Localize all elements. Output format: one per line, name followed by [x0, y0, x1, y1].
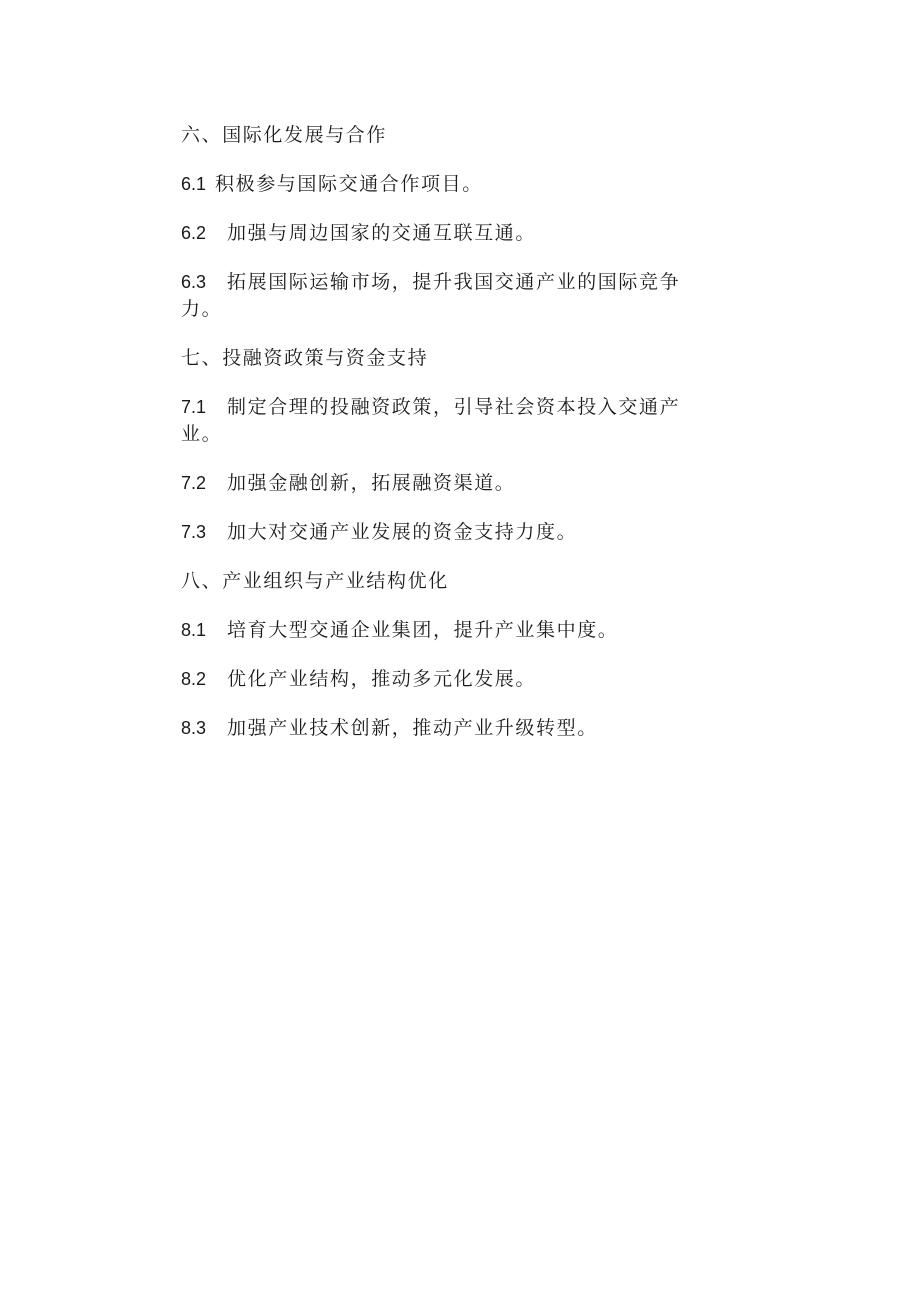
item-text: 加强与周边国家的交通互联互通。: [227, 222, 537, 244]
list-item-6-1: [181, 171, 721, 198]
list-item-8-2: [181, 666, 721, 693]
item-text: 加强产业技术创新，推动产业升级转型。: [227, 717, 598, 739]
item-number: 8.1: [181, 620, 207, 640]
item-number: 7.2: [181, 473, 207, 493]
list-item-6-2: [181, 220, 721, 247]
item-number: 8.2: [181, 669, 207, 689]
item-text: 培育大型交通企业集团，提升产业集中度。: [227, 619, 619, 641]
item-text: 制定合理的投融资政策，引导社会资本投入交通产业。: [181, 396, 681, 445]
item-number: 7.1: [181, 397, 207, 417]
section-heading-8: 八、产业组织与产业结构优化: [181, 570, 449, 592]
list-item-7-2: [181, 470, 721, 497]
item-number: 6.1: [181, 174, 207, 194]
item-number: 8.3: [181, 718, 207, 738]
list-item-8-3: [181, 715, 721, 742]
item-number: 6.3: [181, 272, 207, 292]
section-heading-7: 七、投融资政策与资金支持: [181, 347, 429, 369]
section-heading-6: 六、国际化发展与合作: [181, 124, 388, 146]
item-text: 加强金融创新，拓展融资渠道。: [227, 472, 516, 494]
list-item-7-3: [181, 519, 721, 546]
item-text: 加大对交通产业发展的资金支持力度。: [227, 521, 578, 543]
item-text: 积极参与国际交通合作项目。: [215, 173, 483, 195]
document-body: [181, 122, 721, 764]
item-number: 6.2: [181, 223, 207, 243]
item-text: 优化产业结构，推动多元化发展。: [227, 668, 537, 690]
list-item-6-3: [181, 269, 721, 323]
list-item-7-1: [181, 394, 721, 448]
list-item-8-1: [181, 617, 721, 644]
item-text: 拓展国际运输市场，提升我国交通产业的国际竞争力。: [181, 271, 681, 320]
item-number: 7.3: [181, 522, 207, 542]
